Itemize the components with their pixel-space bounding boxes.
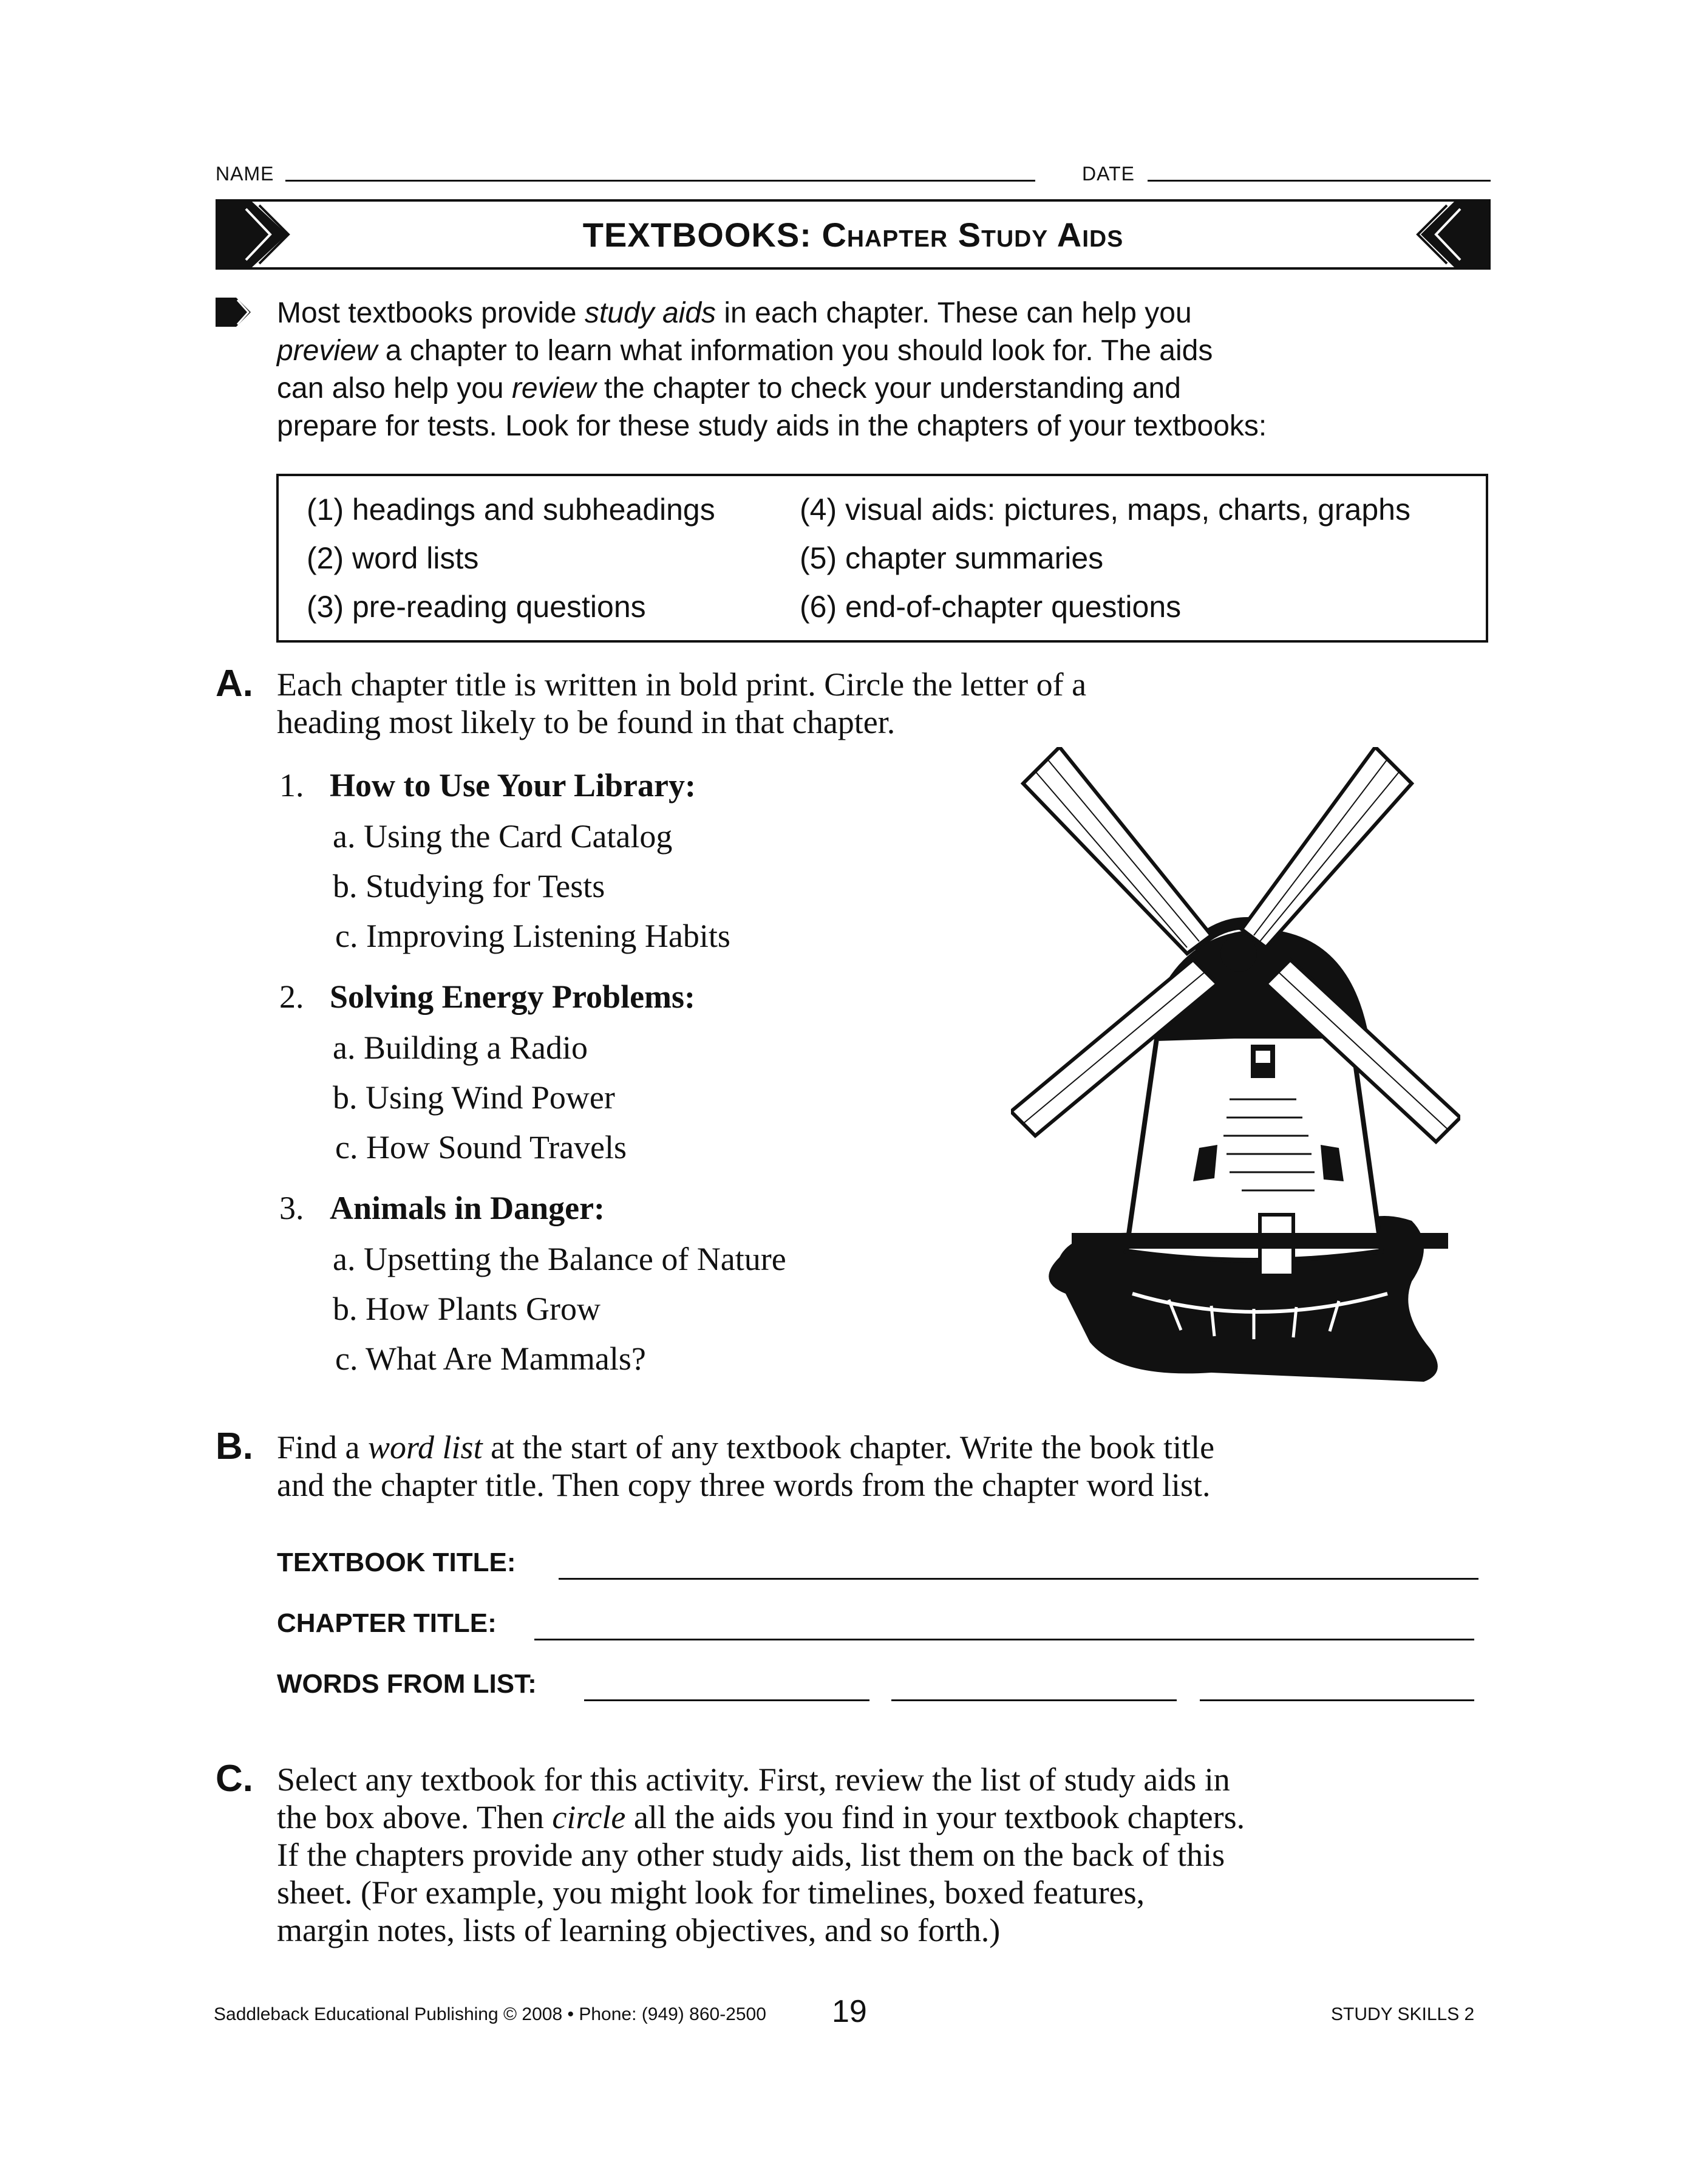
date-label: DATE bbox=[1082, 163, 1135, 185]
choice-option[interactable]: c. What Are Mammals? bbox=[335, 1340, 646, 1377]
words-from-list-label: WORDS FROM LIST: bbox=[277, 1669, 537, 1699]
section-a-instructions: Each chapter title is written in bold print. Circle the letter of a heading most likely to be found in that chapter. bbox=[277, 666, 1087, 740]
textbook-title-label: TEXTBOOK TITLE: bbox=[277, 1548, 516, 1577]
chapter-title-field[interactable] bbox=[534, 1639, 1474, 1640]
name-field[interactable] bbox=[285, 180, 1035, 182]
choice-option[interactable]: b. Using Wind Power bbox=[333, 1079, 615, 1116]
textbook-title-field[interactable] bbox=[559, 1578, 1478, 1580]
word-field-2[interactable] bbox=[891, 1699, 1177, 1701]
choice-option[interactable]: b. Studying for Tests bbox=[333, 868, 605, 904]
section-b-instructions: Find a word list at the start of any textbook chapter. Write the book title and the chapter title. Then copy three words from the chapter word list. bbox=[277, 1429, 1215, 1503]
study-aid-item: (3) pre-reading questions bbox=[307, 590, 646, 624]
page-number: 19 bbox=[832, 1994, 867, 2029]
study-aid-item: (6) end-of-chapter questions bbox=[800, 590, 1182, 624]
study-aid-item: (2) word lists bbox=[307, 541, 479, 575]
chapter-title: How to Use Your Library: bbox=[330, 767, 696, 804]
arrow-bullet-icon bbox=[216, 298, 252, 327]
item-number: 3. bbox=[279, 1190, 304, 1226]
section-b-letter: B. bbox=[216, 1425, 253, 1467]
chapter-title: Solving Energy Problems: bbox=[330, 978, 696, 1015]
item-number: 1. bbox=[279, 767, 304, 804]
chapter-title-label: CHAPTER TITLE: bbox=[277, 1608, 497, 1638]
footer-series: STUDY SKILLS 2 bbox=[1331, 2004, 1475, 2024]
study-aid-item: (1) headings and subheadings bbox=[307, 493, 715, 527]
choice-option[interactable]: a. Upsetting the Balance of Nature bbox=[333, 1241, 786, 1277]
word-field-3[interactable] bbox=[1200, 1699, 1474, 1701]
section-c-letter: C. bbox=[216, 1758, 253, 1800]
date-field[interactable] bbox=[1148, 180, 1491, 182]
section-a-letter: A. bbox=[216, 663, 253, 705]
choice-option[interactable]: b. How Plants Grow bbox=[333, 1291, 601, 1327]
name-label: NAME bbox=[216, 163, 274, 185]
study-aid-item: (4) visual aids: pictures, maps, charts, graphs bbox=[800, 493, 1410, 527]
study-aid-item: (5) chapter summaries bbox=[800, 541, 1104, 575]
item-number: 2. bbox=[279, 978, 304, 1015]
study-aids-box bbox=[276, 474, 1488, 643]
windmill-illustration bbox=[1011, 747, 1460, 1391]
word-field-1[interactable] bbox=[584, 1699, 869, 1701]
choice-option[interactable]: a. Using the Card Catalog bbox=[333, 818, 673, 855]
choice-option[interactable]: c. How Sound Travels bbox=[335, 1129, 627, 1166]
choice-option[interactable]: c. Improving Listening Habits bbox=[335, 918, 730, 954]
page-title: TEXTBOOKS: Chapter Study Aids bbox=[582, 216, 1124, 254]
section-c-instructions: Select any textbook for this activity. First, review the list of study aids in the box above. Then circle all the aids you find in your textbook chapters. If the chapters provide any other study aids, list them on the back of this sheet. (For example, you might look for timelines, boxed features, margin notes, lists of learning objectives, and so forth.) bbox=[277, 1761, 1245, 1948]
title-banner bbox=[216, 199, 1491, 270]
choice-option[interactable]: a. Building a Radio bbox=[333, 1029, 588, 1066]
footer-publisher: Saddleback Educational Publishing © 2008 • Phone: (949) 860-2500 bbox=[214, 2004, 766, 2024]
intro-paragraph: Most textbooks provide study aids in each chapter. These can help you preview a chapter to learn what information you should look for. The aids can also help you review the chapter to check your understanding and prepare for tests. Look for these study aids in the chapters of your textbooks: bbox=[277, 297, 1267, 442]
chapter-title: Animals in Danger: bbox=[330, 1190, 605, 1226]
